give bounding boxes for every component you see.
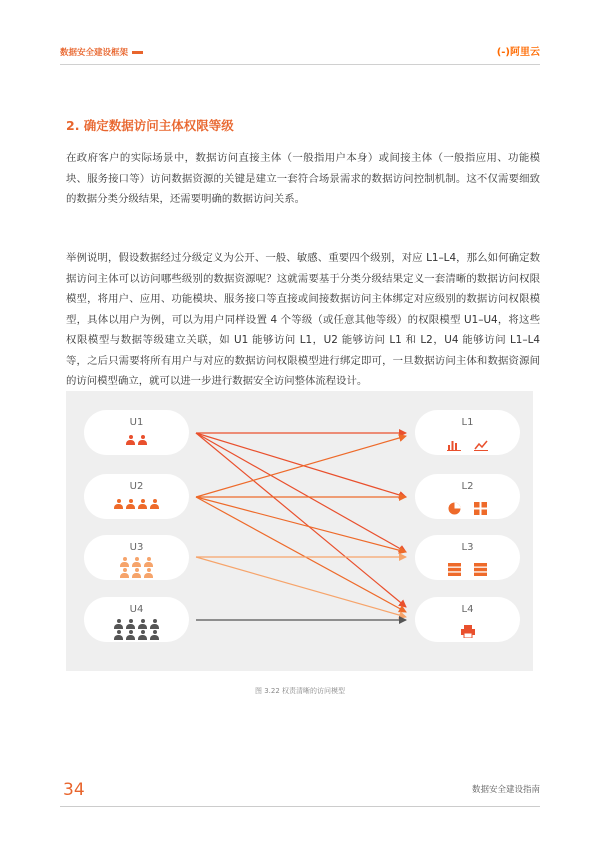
user-group-label: U3 — [129, 542, 144, 553]
user-icon — [138, 619, 147, 629]
user-group-label: U1 — [129, 417, 144, 428]
arrow-u2-l4 — [196, 497, 406, 612]
printer-icon — [461, 625, 475, 638]
user-icon — [150, 619, 159, 629]
user-group-u4 — [84, 597, 189, 642]
user-icon — [126, 435, 135, 445]
user-icon — [144, 568, 153, 578]
footer-book-title: 数据安全建设指南 — [471, 785, 540, 795]
aliyun-logo — [497, 43, 540, 58]
user-group-u2 — [84, 474, 189, 519]
user-icon — [144, 557, 153, 567]
user-icon — [126, 619, 135, 629]
figure-caption: 图 3.22 权责清晰的访问模型 — [254, 687, 346, 695]
header-section-text: 数据安全建设框架 — [60, 48, 129, 58]
data-level-label: L2 — [461, 481, 474, 492]
data-level-label: L1 — [461, 417, 474, 428]
user-icon — [138, 435, 147, 445]
arrow-u2-l3 — [196, 497, 406, 552]
header-bar-decoration — [132, 51, 143, 54]
pie-chart-icon — [448, 502, 461, 515]
footer-divider — [60, 806, 540, 807]
grid-icon — [474, 502, 487, 515]
access-model-figure — [66, 391, 533, 671]
data-level-l3 — [415, 535, 520, 580]
user-icon — [138, 630, 147, 640]
user-icon — [114, 630, 123, 640]
paragraph-1: 在政府客户的实际场景中，数据访问直接主体（一般指用户本身）或间接主体（一般指应用、功能模块、服务接口等）访问数据资源的关键是建立一套符合场景需求的数据访问控制机制。这不仅需要细致的数据分类分级结果，还需要明确的数据访问关系。 — [66, 152, 540, 205]
user-group-u3 — [84, 535, 189, 580]
data-level-label: L3 — [461, 542, 474, 553]
user-icons — [84, 499, 189, 509]
paragraph-2: 举例说明，假设数据经过分级定义为公开、一般、敏感、重要四个级别，对应 L1–L4，那么如何确定数据访问主体可以访问哪些级别的数据资源呢？这就需要基于分类分级结果定义一套清晰的数据访问权限模型，将用户、应用、功能模块、服务接口等直接或间接数据访问主体绑定对应级别的数据访问权限模型，具体以用户为例，可以为用户同样设置 4 个等级（或任意其他等级）的权限模型 U1–U4，将这些权限模型与数据等级建立关联，如 U1 能够访问 L1，U2 能够访问 L1 和 L2，U4 能够访问 L1–L4 等，之后只需要将所有用户与对应的数据访问权限模型进行绑定即可，一旦数据访问主体和数据资源间的访问模型确立，就可以进一步进行数据安全访问整体流程设计。 — [66, 252, 540, 387]
server-icon — [448, 563, 461, 576]
user-group-label: U2 — [129, 481, 144, 492]
server-icon — [474, 563, 487, 576]
bar-chart-icon — [447, 439, 461, 451]
data-level-label: L4 — [461, 604, 474, 615]
logo-bracket: (-) — [496, 47, 510, 58]
user-icon — [138, 499, 147, 509]
data-level-l1 — [415, 410, 520, 455]
user-icon — [126, 630, 135, 640]
header-section-title — [60, 46, 143, 58]
user-group-u1 — [84, 410, 189, 455]
user-icon — [120, 568, 129, 578]
data-level-l2 — [415, 474, 520, 519]
arrow-u3-l4 — [196, 557, 406, 617]
user-icon — [120, 557, 129, 567]
section-title: 2. 确定数据访问主体权限等级 — [66, 118, 234, 133]
user-group-label: U4 — [129, 604, 144, 615]
page-number: 34 — [63, 780, 85, 800]
header-divider — [60, 64, 540, 65]
user-icon — [150, 630, 159, 640]
user-icon — [150, 499, 159, 509]
logo-text: 阿里云 — [510, 47, 540, 58]
user-icons — [84, 435, 189, 445]
user-icon — [114, 499, 123, 509]
line-chart-icon — [474, 439, 488, 451]
user-icons — [84, 557, 189, 579]
arrow-u1-l4 — [196, 433, 406, 607]
user-icon — [132, 557, 141, 567]
arrow-u1-l3 — [196, 433, 406, 552]
user-icons — [84, 619, 189, 641]
user-icon — [126, 499, 135, 509]
user-icon — [132, 568, 141, 578]
user-icon — [114, 619, 123, 629]
data-level-l4 — [415, 597, 520, 642]
